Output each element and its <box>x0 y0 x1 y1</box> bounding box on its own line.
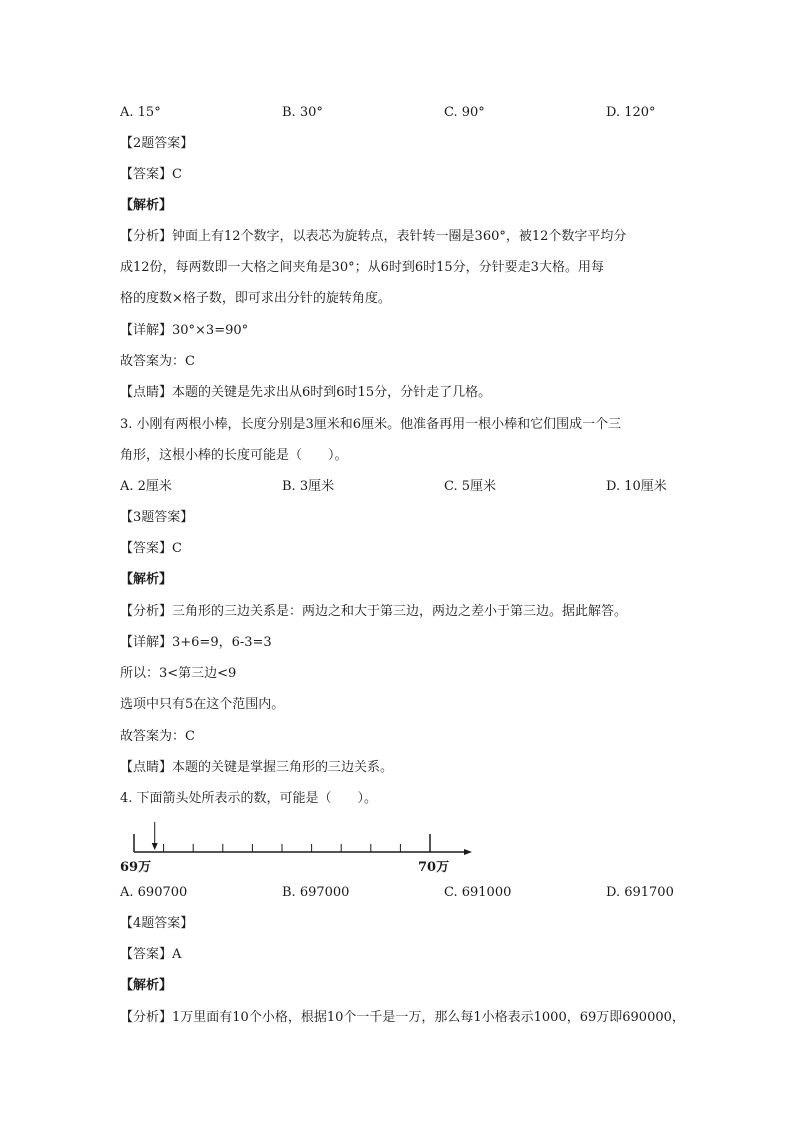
q2-option-c: C. 90° <box>444 105 485 120</box>
q3-option-a: A. 2厘米 <box>120 479 172 494</box>
q2-conclusion: 故答案为：C <box>120 354 195 369</box>
number-line-figure <box>114 820 474 884</box>
q2-fenxi-line-1: 【分析】钟面上有12个数字，以表芯为旋转点，表针转一圈是360°，被12个数字平均分 <box>120 229 627 244</box>
q4-answer-heading: 【4题答案】 <box>120 916 194 931</box>
q3-question-line-2: 角形，这根小棒的长度可能是（ ）。 <box>120 448 348 463</box>
q3-option-d: D. 10厘米 <box>606 479 667 494</box>
q2-option-b: B. 30° <box>282 105 323 120</box>
q4-option-a: A. 690700 <box>120 885 188 900</box>
q4-option-c: C. 691000 <box>444 885 512 900</box>
q4-option-d: D. 691700 <box>606 885 674 900</box>
q3-answer: 【答案】C <box>120 541 182 556</box>
q3-fenxi: 【分析】三角形的三边关系是：两边之和大于第三边，两边之差小于第三边。据此解答。 <box>120 604 628 619</box>
q2-xiangjie: 【详解】30°×3=90° <box>120 323 249 338</box>
q2-fenxi-line-2: 成12份，每两数即一大格之间夹角是30°；从6时到6时15分，分针要走3大格。用每 <box>120 260 604 275</box>
q3-step-1: 所以：3<第三边<9 <box>120 666 237 681</box>
number-line-left-label: 69万 <box>120 860 152 875</box>
q3-dianjing: 【点睛】本题的关键是掌握三角形的三边关系。 <box>120 760 394 775</box>
q2-option-d: D. 120° <box>606 105 656 120</box>
q3-option-c: C. 5厘米 <box>444 479 497 494</box>
q2-dianjing: 【点睛】本题的关键是先求出从6时到6时15分，分针走了几格。 <box>120 385 492 400</box>
q2-answer: 【答案】C <box>120 167 182 182</box>
q3-answer-heading: 【3题答案】 <box>120 510 194 525</box>
number-line-pointer-arrowhead <box>152 843 158 850</box>
q4-answer: 【答案】A <box>120 947 182 962</box>
q4-analysis-heading: 【解析】 <box>120 978 173 993</box>
q2-answer-heading: 【2题答案】 <box>120 136 194 151</box>
q2-fenxi-line-3: 格的度数×格子数，即可求出分针的旋转角度。 <box>120 291 391 306</box>
q3-xiangjie: 【详解】3+6=9，6-3=3 <box>120 635 272 650</box>
q3-question-line-1: 3. 小刚有两根小棒，长度分别是3厘米和6厘米。他准备再用一根小棒和它们围成一个三 <box>120 417 622 432</box>
q2-option-a: A. 15° <box>120 105 161 120</box>
q3-step-2: 选项中只有5在这个范围内。 <box>120 697 285 712</box>
q3-option-b: B. 3厘米 <box>282 479 335 494</box>
number-line-axis-arrowhead <box>464 849 472 855</box>
q4-fenxi: 【分析】1万里面有10个小格，根据10个一千是一万，那么每1小格表示1000，69万即690000， <box>120 1010 685 1025</box>
number-line-right-label: 70万 <box>418 860 450 875</box>
q4-option-b: B. 697000 <box>282 885 350 900</box>
q4-question: 4. 下面箭头处所表示的数，可能是（ ）。 <box>120 791 378 806</box>
q2-analysis-heading: 【解析】 <box>120 198 173 213</box>
q3-conclusion: 故答案为：C <box>120 729 195 744</box>
q3-analysis-heading: 【解析】 <box>120 572 173 587</box>
